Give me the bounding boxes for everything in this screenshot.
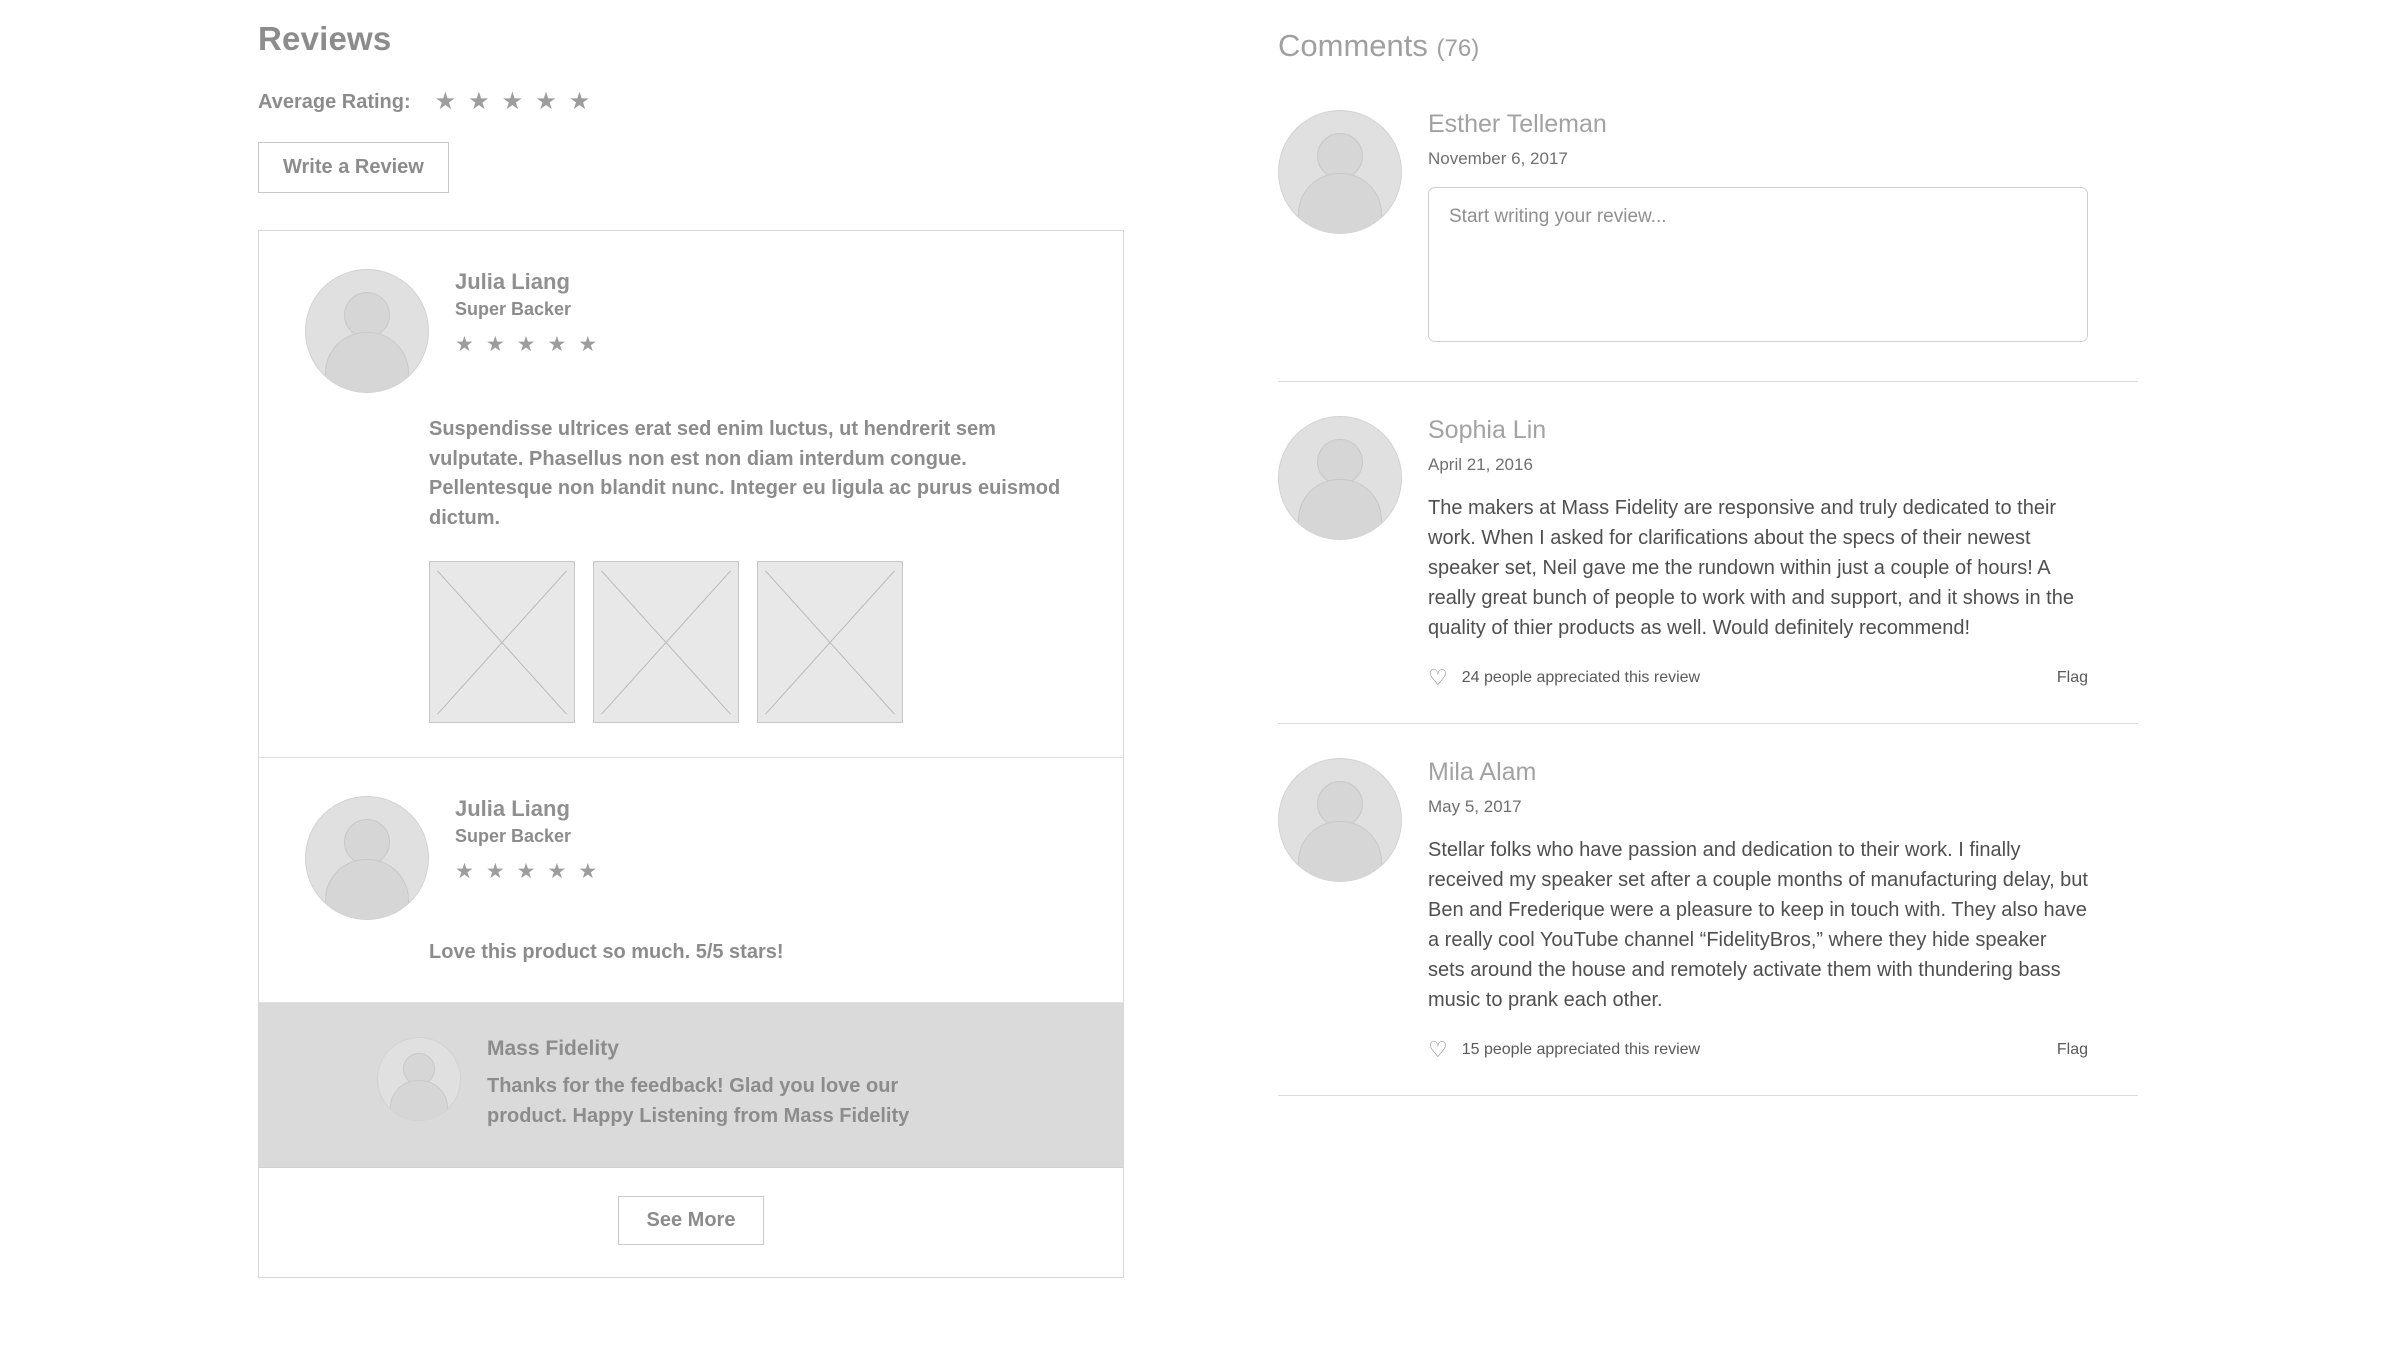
comments-heading — [1278, 28, 2138, 64]
star-icon: ★ — [501, 88, 524, 115]
comments-heading-label: Comments — [1278, 28, 1428, 63]
review-input[interactable] — [1428, 187, 2088, 342]
comment-date: May 5, 2017 — [1428, 797, 1522, 816]
star-icon: ★ — [547, 860, 567, 884]
star-icon: ★ — [578, 860, 598, 884]
reviews-heading: Reviews — [258, 20, 392, 57]
reviews-section — [258, 20, 1138, 1278]
review-text: Suspendisse ultrices erat sed enim luctus, ut hendrerit sem vulputate. Phasellus non est non diam interdum congue. Pellentesque non blandit nunc. Integer eu ligula ac purus euismod dictum. — [429, 418, 1061, 529]
star-icon: ★ — [468, 88, 490, 115]
comment-main — [1428, 416, 2138, 689]
star-icon: ★ — [535, 88, 557, 115]
review-image-thumbnail[interactable] — [593, 561, 739, 723]
avatar — [1278, 416, 1402, 540]
average-rating-label: Average Rating: — [258, 90, 411, 113]
avatar — [305, 269, 429, 393]
reviewer-badge: Super Backer — [455, 299, 572, 319]
average-rating-stars — [435, 90, 591, 114]
write-a-review-button[interactable]: Write a Review — [258, 142, 449, 193]
avatar — [1278, 758, 1402, 882]
review-item — [259, 758, 1123, 1003]
avatar — [1278, 110, 1402, 234]
composer-user-name: Esther Telleman — [1428, 110, 1607, 138]
star-icon: ★ — [455, 333, 474, 356]
star-icon: ★ — [547, 333, 567, 356]
review-header — [305, 796, 1077, 920]
brand-reply-text: Thanks for the feedback! Glad you love our product. Happy Listening from Mass Fidelity — [487, 1074, 910, 1127]
composer-date: November 6, 2017 — [1428, 149, 1568, 168]
star-icon: ★ — [485, 860, 505, 884]
review-identity — [455, 796, 597, 920]
review-header — [305, 269, 1077, 393]
review-image-gallery — [429, 561, 1077, 723]
comment-item — [1278, 416, 2138, 724]
appreciation-count: 15 people appreciated this review — [1461, 1041, 1701, 1058]
comment-footer — [1428, 667, 2088, 689]
reviewer-name: Julia Liang — [455, 796, 570, 822]
composer-main — [1428, 110, 2138, 347]
star-icon: ★ — [485, 333, 505, 356]
avatar — [305, 796, 429, 920]
reviewer-name: Julia Liang — [455, 269, 570, 294]
review-item — [259, 231, 1123, 758]
star-icon: ★ — [455, 860, 474, 884]
comment-date: April 21, 2016 — [1428, 455, 1533, 474]
brand-reply-content — [487, 1037, 967, 1131]
heart-icon[interactable]: ♡ — [1428, 1037, 1448, 1062]
star-icon: ★ — [568, 88, 591, 115]
review-image-thumbnail[interactable] — [429, 561, 575, 723]
heart-icon[interactable]: ♡ — [1428, 665, 1448, 690]
comment-composer — [1278, 110, 2138, 382]
review-identity — [455, 269, 597, 393]
brand-reply — [259, 1003, 1123, 1168]
reviews-list — [258, 230, 1124, 1278]
comment-item — [1278, 758, 2138, 1096]
review-rating-stars — [455, 861, 597, 882]
star-icon: ★ — [434, 88, 457, 115]
avatar — [377, 1037, 461, 1121]
flag-button[interactable]: Flag — [2056, 669, 2088, 686]
brand-reply-name: Mass Fidelity — [487, 1036, 619, 1060]
comments-section — [1278, 28, 2138, 1130]
comment-footer — [1428, 1039, 2088, 1061]
average-rating-row — [258, 90, 1138, 114]
review-text: Love this product so much. 5/5 stars! — [429, 941, 784, 964]
star-icon: ★ — [578, 333, 598, 356]
see-more-button[interactable]: See More — [618, 1196, 765, 1245]
review-image-thumbnail[interactable] — [757, 561, 903, 723]
reviewer-badge: Super Backer — [455, 826, 572, 847]
comment-user-name: Sophia Lin — [1428, 416, 1547, 444]
appreciation-count: 24 people appreciated this review — [1461, 669, 1701, 686]
star-icon: ★ — [516, 860, 536, 884]
flag-button[interactable]: Flag — [2056, 1041, 2088, 1058]
see-more-row — [259, 1168, 1123, 1277]
comment-user-name: Mila Alam — [1428, 758, 1537, 786]
comment-text: The makers at Mass Fidelity are responsive and truly dedicated to their work. When I asked for clarifications about the specs of their newest speaker set, Neil gave me the rundown within just a couple of hours! A really great bunch of people to work with and support, and it shows in the quality of thier products as well. Would definitely recommend! — [1428, 497, 2074, 639]
review-rating-stars — [455, 334, 597, 355]
comment-text: Stellar folks who have passion and dedication to their work. I finally received my speaker set after a couple months of manufacturing delay, but Ben and Frederique were a pleasure to keep in touch with. They also have a really cool YouTube channel “FidelityBros,” where they hide speaker sets around the house and remotely activate them with thundering bass music to prank each other. — [1428, 839, 2088, 1011]
star-icon: ★ — [516, 333, 536, 356]
comment-main — [1428, 758, 2138, 1061]
comments-count: (76) — [1436, 35, 1480, 62]
